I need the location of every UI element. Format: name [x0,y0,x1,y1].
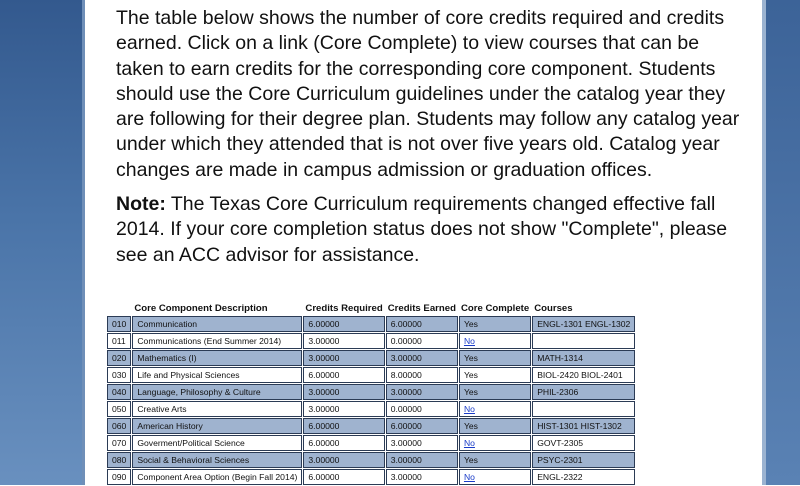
cell-core-complete [459,333,531,349]
header-description: Core Component Description [132,302,302,315]
cell-core-complete [459,469,531,485]
note-label: Note: [116,193,166,216]
header-courses: Courses [532,302,635,315]
cell-courses: PSYC-2301 [532,452,635,468]
intro-paragraph: The table below shows the number of core credits required and credits earned. Click on a link (Core Complete) to view courses that can be taken to earn credits for the corresponding core component. Students should use the Core Curriculum guidelines under the catalog year they are following for their degree plan. Students may follow any catalog year under which they attended that is not over five years old. Catalog year changes are made in campus admission or graduation offices. [116,7,740,181]
cell-code: 070 [107,435,131,451]
cell-credits-required: 3.00000 [303,401,384,417]
cell-credits-required: 6.00000 [303,367,384,383]
cell-description: Communications (End Summer 2014) [132,333,302,349]
cell-code: 020 [107,350,131,366]
cell-credits-required: 3.00000 [303,333,384,349]
right-sidebar-band [766,0,800,485]
cell-code: 011 [107,333,131,349]
table-row [107,401,635,417]
cell-credits-earned: 3.00000 [386,435,458,451]
cell-description: Social & Behavioral Sciences [132,452,302,468]
cell-description: Mathematics (I) [132,350,302,366]
cell-core-complete: Yes [459,350,531,366]
cell-code: 010 [107,316,131,332]
cell-courses [532,333,635,349]
cell-description: American History [132,418,302,434]
table-row [107,333,635,349]
cell-description: Goverment/Political Science [132,435,302,451]
cell-core-complete [459,435,531,451]
core-complete-link[interactable]: No [463,438,475,448]
cell-credits-earned: 8.00000 [386,367,458,383]
cell-credits-required: 3.00000 [303,384,384,400]
cell-courses: GOVT-2305 [532,435,635,451]
cell-description: Communication [132,316,302,332]
table-row [107,469,635,485]
cell-core-complete: Yes [459,418,531,434]
cell-code: 040 [107,384,131,400]
table-body [107,316,635,485]
cell-courses: ENGL-2322 [532,469,635,485]
table-row [107,418,635,434]
note-text: The Texas Core Curriculum requirements changed effective fall 2014. If your core completion status does not show "Complete", please see an ACC advisor for assistance. [116,193,728,266]
cell-courses: PHIL-2306 [532,384,635,400]
core-complete-link[interactable]: No [463,472,475,482]
content-area [116,6,746,268]
cell-code: 050 [107,401,131,417]
cell-credits-earned: 0.00000 [386,401,458,417]
cell-courses: HIST-1301 HIST-1302 [532,418,635,434]
cell-core-complete: Yes [459,384,531,400]
left-sidebar-band [0,0,82,485]
header-core-complete: Core Complete [460,302,530,314]
cell-core-complete: Yes [459,367,531,383]
cell-core-complete: Yes [459,452,531,468]
cell-code: 090 [107,469,131,485]
cell-credits-required: 6.00000 [303,418,384,434]
cell-credits-required: 6.00000 [303,316,384,332]
cell-credits-earned: 3.00000 [386,452,458,468]
note-paragraph [116,192,746,268]
left-sidebar-edge [82,0,85,485]
cell-courses: BIOL-2420 BIOL-2401 [532,367,635,383]
cell-credits-required: 3.00000 [303,452,384,468]
cell-credits-earned: 3.00000 [386,384,458,400]
table-row [107,350,635,366]
cell-code: 060 [107,418,131,434]
cell-credits-earned: 6.00000 [386,418,458,434]
cell-code: 030 [107,367,131,383]
core-complete-link[interactable]: No [463,336,475,346]
header-credits-required: Credits Required [305,302,383,314]
cell-core-complete [459,401,531,417]
cell-credits-required: 6.00000 [303,435,384,451]
table-header-row [107,302,635,315]
table-row [107,452,635,468]
cell-description: Language, Philosophy & Culture [132,384,302,400]
cell-courses: ENGL-1301 ENGL-1302 [532,316,635,332]
cell-description: Component Area Option (Begin Fall 2014) [132,469,302,485]
cell-credits-earned: 6.00000 [386,316,458,332]
core-complete-link[interactable]: No [463,404,475,414]
cell-description: Creative Arts [132,401,302,417]
cell-code: 080 [107,452,131,468]
cell-credits-required: 3.00000 [303,350,384,366]
cell-credits-earned: 3.00000 [386,350,458,366]
cell-description: Life and Physical Sciences [132,367,302,383]
cell-courses: MATH-1314 [532,350,635,366]
table-row [107,435,635,451]
table-row [107,316,635,332]
cell-core-complete: Yes [459,316,531,332]
table-row [107,367,635,383]
core-curriculum-table [106,301,636,486]
table-row [107,384,635,400]
header-credits-earned: Credits Earned [387,302,456,314]
cell-credits-required: 6.00000 [303,469,384,485]
cell-credits-earned: 3.00000 [386,469,458,485]
cell-credits-earned: 0.00000 [386,333,458,349]
header-code [107,302,131,315]
cell-courses [532,401,635,417]
